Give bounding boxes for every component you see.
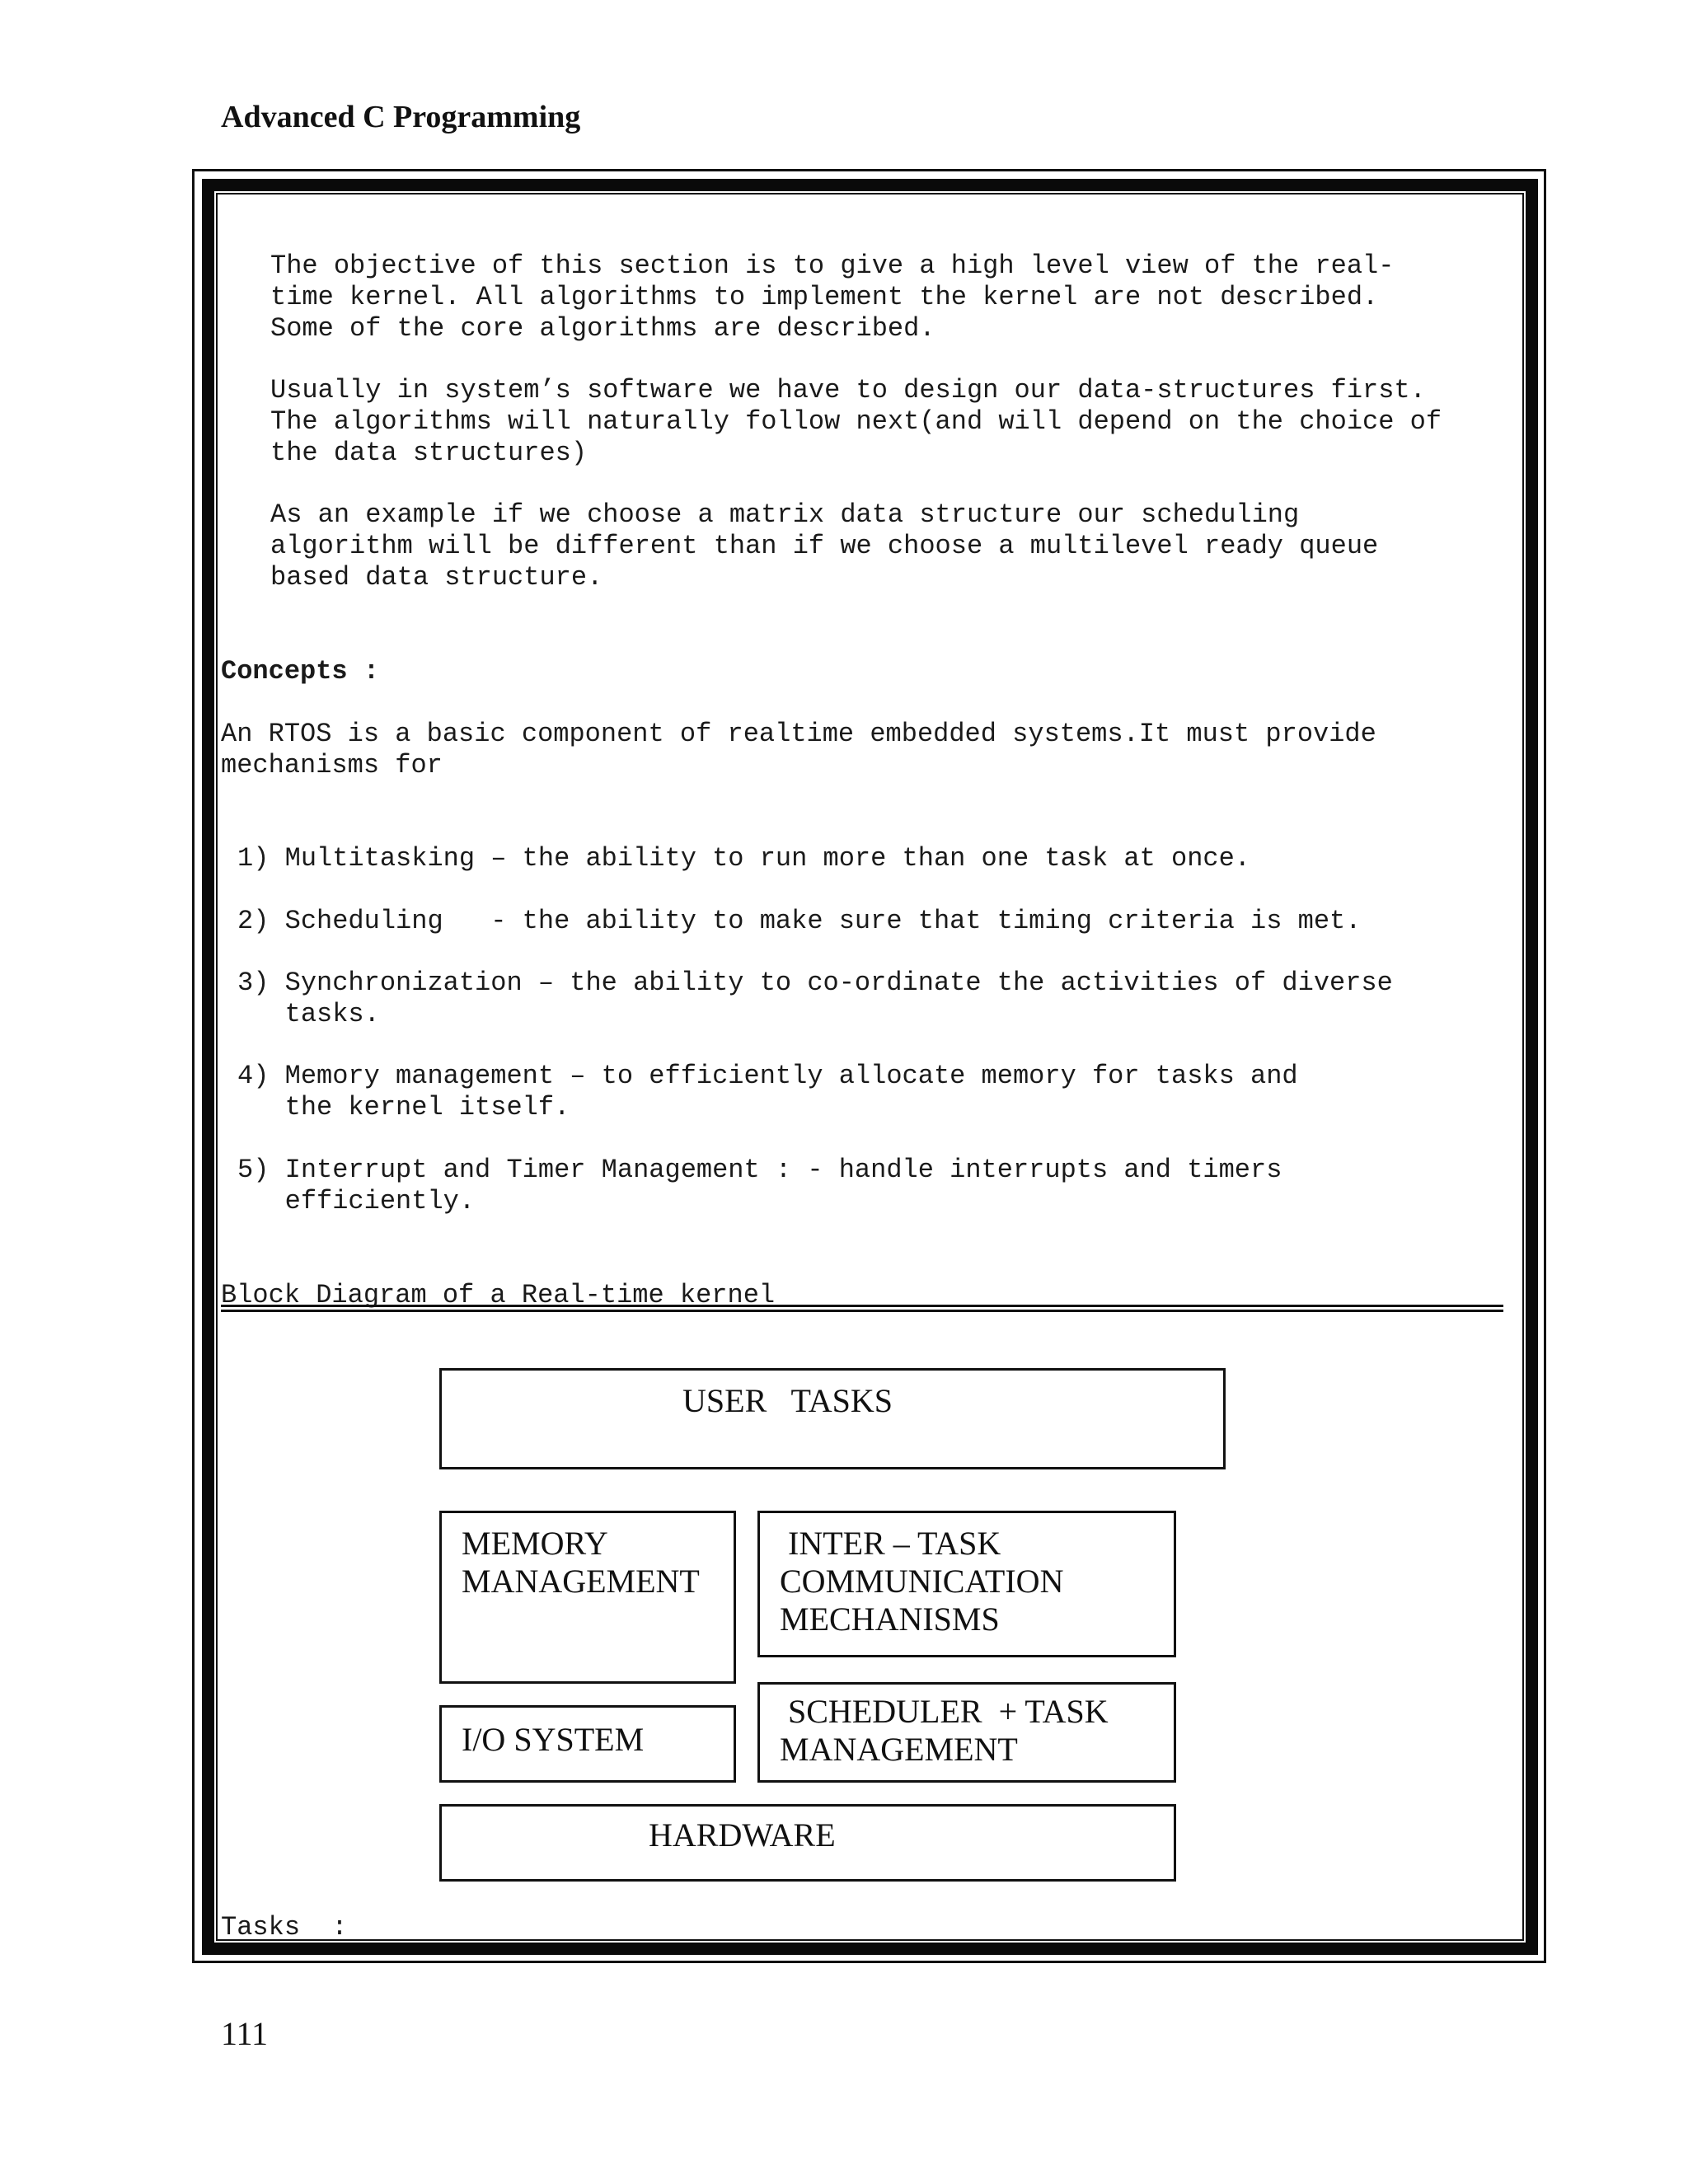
intro-line: algorithm will be different than if we choose a multilevel ready queue — [270, 531, 1379, 561]
scheduler-task-management-label: SCHEDULER + TASK MANAGEMENT — [780, 1693, 1109, 1768]
section-divider — [221, 1305, 1503, 1312]
list-item: 1) Multitasking – the ability to run more than one task at once. — [237, 843, 1250, 874]
tasks-heading: Tasks : — [221, 1912, 348, 1943]
list-item: tasks. — [237, 999, 380, 1029]
intro-line: Usually in system’s software we have to design our data-structures first. — [270, 375, 1426, 405]
intro-line: As an example if we choose a matrix data structure our scheduling — [270, 499, 1300, 530]
hardware-label: HARDWARE — [649, 1816, 836, 1854]
list-item: 4) Memory management – to efficiently allocate memory for tasks and — [237, 1061, 1298, 1091]
scheduler-task-management-block — [757, 1682, 1176, 1783]
user-tasks-label: USER TASKS — [682, 1382, 893, 1419]
page-header: Advanced C Programming — [221, 100, 581, 134]
user-tasks-block — [439, 1368, 1226, 1469]
intro-line: Some of the core algorithms are described. — [270, 313, 935, 344]
memory-management-label: MEMORY MANAGEMENT — [462, 1525, 700, 1600]
intro-line: based data structure. — [270, 562, 603, 593]
concepts-description: An RTOS is a basic component of realtime embedded systems.It must provide — [221, 719, 1376, 749]
page-number: 111 — [221, 2015, 269, 2052]
intro-line: time kernel. All algorithms to implement the kernel are not described. — [270, 282, 1379, 312]
memory-management-block — [439, 1511, 736, 1684]
concepts-heading: Concepts : — [221, 656, 380, 687]
list-item: the kernel itself. — [237, 1092, 570, 1122]
list-item: 5) Interrupt and Timer Management : - handle interrupts and timers — [237, 1155, 1282, 1185]
intro-line: The objective of this section is to give a high level view of the real- — [270, 251, 1395, 281]
concepts-description: mechanisms for — [221, 750, 443, 780]
list-item: 3) Synchronization – the ability to co-ordinate the activities of diverse — [237, 968, 1393, 998]
intro-line: the data structures) — [270, 438, 588, 468]
io-system-label: I/O SYSTEM — [462, 1721, 645, 1758]
list-item: 2) Scheduling - the ability to make sure that timing criteria is met. — [237, 906, 1362, 936]
inter-task-communication-block — [757, 1511, 1176, 1657]
io-system-block — [439, 1705, 736, 1783]
inter-task-communication-label: INTER – TASK COMMUNICATION MECHANISMS — [780, 1525, 1064, 1638]
hardware-block — [439, 1804, 1176, 1882]
intro-line: The algorithms will naturally follow next(and will depend on the choice of — [270, 406, 1442, 437]
diagram-heading: Block Diagram of a Real-time kernel — [221, 1280, 776, 1310]
list-item: efficiently. — [237, 1186, 476, 1216]
